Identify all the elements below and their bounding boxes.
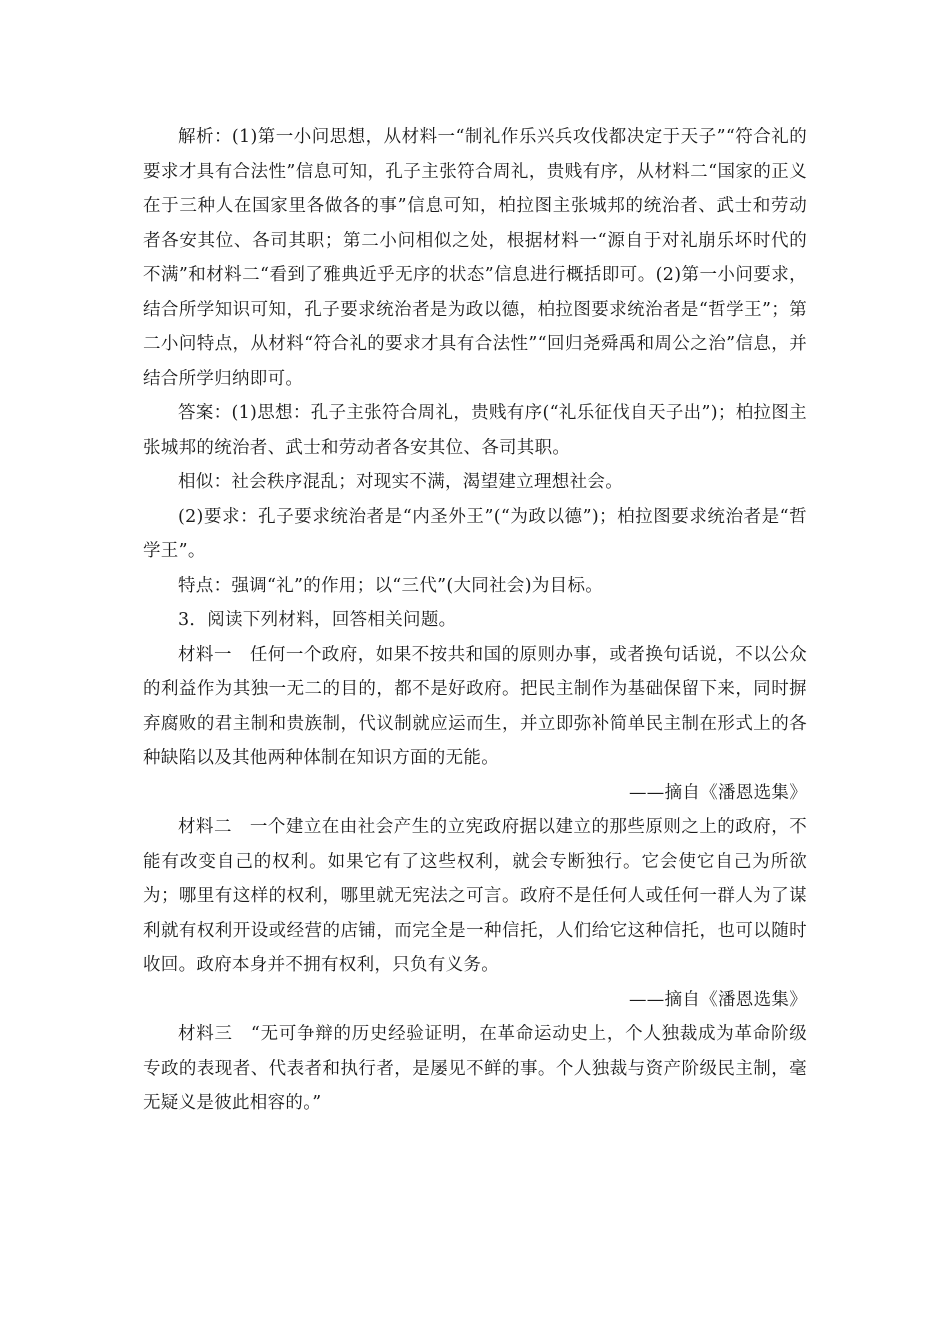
answer-paragraph-2: (2)要求：孔子要求统治者是“内圣外王”(“为政以德”)；柏拉图要求统治者是“哲学王”。 xyxy=(143,506,807,561)
material-1: 材料一 任何一个政府，如果不按共和国的原则办事，或者换句话说，不以公众的利益作为其独一无二的目的，都不是好政府。把民主制作为基础保留下来，同时摒弃腐败的君主制和贵族制，代议制就应运而生，并立即弥补简单民主制在形式上的各种缺陷以及其他两种体制在知识方面的无能。 xyxy=(143,644,807,768)
answer-features: 特点：强调“礼”的作用；以“三代”(大同社会)为目标。 xyxy=(178,575,604,596)
answer-similarity: 相似：社会秩序混乱；对现实不满，渴望建立理想社会。 xyxy=(178,472,623,492)
material-3: 材料三 “无可争辩的历史经验证明，在革命运动史上，个人独裁成为革命阶级专政的表现者、代表者和执行者，是屡见不鲜的事。个人独裁与资产阶级民主制，毫无疑义是彼此相容的。” xyxy=(143,1024,807,1113)
material-2: 材料二 一个建立在由社会产生的立宪政府据以建立的那些原则之上的政府，不能有改变自己的权利。如果它有了这些权利，就会专断独行。它会使它自己为所欲为；哪里有这样的权利，哪里就无宪法之可言。政府不是任何人或任何一群人为了谋利就有权利开设或经营的店铺，而完全是一种信托，人们给它这种信托，也可以随时收回。政府本身并不拥有权利，只负有义务。 xyxy=(143,817,807,975)
material-2-source: ——摘自《潘恩选集》 xyxy=(629,989,807,1010)
question-3-heading: 3．阅读下列材料，回答相关问题。 xyxy=(178,610,457,630)
analysis-paragraph: 解析：(1)第一小问思想，从材料一“制礼作乐兴兵攻伐都决定于天子”“符合礼的要求才具有合法性”信息可知，孔子主张符合周礼，贵贱有序，从材料二“国家的正义在于三种人在国家里各做各的事”信息可知，柏拉图主张城邦的统治者、武士和劳动者各安其位、各司其职；第二小问相似之处，根据材料一“源自于对礼崩乐坏时代的不满”和材料二“看到了雅典近乎无序的状态”信息进行概括即可。(2)第一小问要求，结合所学知识可知，孔子要求统治者是为政以德，柏拉图要求统治者是“哲学王”；第二小问特点，从材料“符合礼的要求才具有合法性”“回归尧舜禹和周公之治”信息，并结合所学归纳即可。 xyxy=(143,127,807,389)
document-page xyxy=(143,120,807,1121)
answer-paragraph-1: 答案：(1)思想：孔子主张符合周礼，贵贱有序(“礼乐征伐自天子出”)；柏拉图主张城邦的统治者、武士和劳动者各安其位、各司其职。 xyxy=(143,403,807,458)
material-1-source: ——摘自《潘恩选集》 xyxy=(629,782,807,803)
